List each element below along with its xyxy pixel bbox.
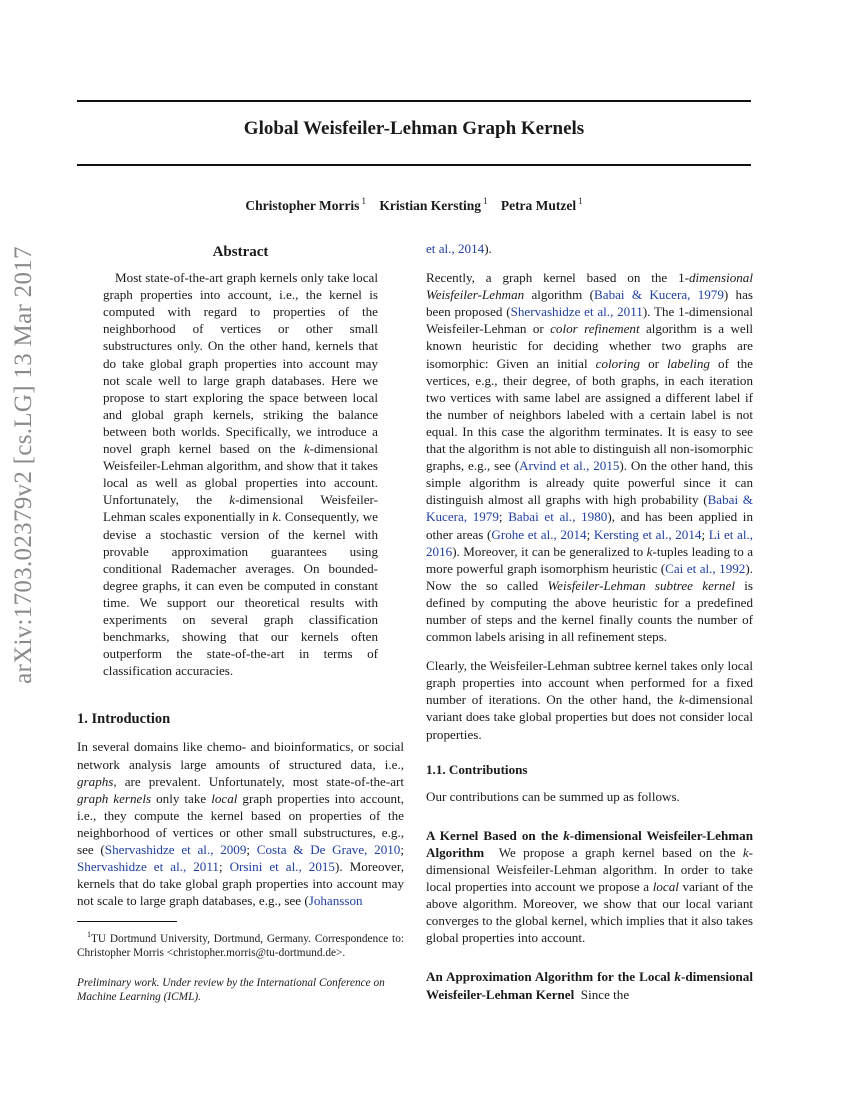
citation-link[interactable]: Costa & De Grave, 2010 (256, 842, 401, 857)
affiliation-mark: 1 (578, 196, 583, 206)
citation-link[interactable]: Babai & Kucera, 1979 (426, 492, 753, 525)
citation-link[interactable]: Shervashidze et al., 2011 (77, 859, 219, 875)
footnote-rule (77, 921, 177, 922)
contribution-kernel-paragraph: A Kernel Based on the k-dimensional Weisfeiler-Lehman Algorithm We propose a graph kernel based on the k-dimensional Weisfeiler-Lehman algorithm. In order to take local properties into account we propose a local variant of the above algorithm. Moreover, we show that our local variant converges to the global kernel, which implies that it also takes global properties into account. (426, 827, 754, 946)
section-heading-introduction: 1. Introduction (77, 711, 171, 728)
contribution-approximation-paragraph: An Approximation Algorithm for the Local k-dimensional Weisfeiler-Lehman Kernel Since the (426, 969, 753, 1002)
arxiv-id: arXiv:1703.02379v2 [cs.LG] 13 Mar 2017 (10, 246, 37, 684)
math-k: k (742, 844, 749, 860)
title-rule-top (77, 100, 751, 102)
citation-link[interactable]: Kersting et al., 2014 (593, 526, 702, 542)
citation-link[interactable]: Shervashidze et al., 2011 (510, 304, 643, 320)
footnote-mark: 1 (87, 930, 91, 940)
math-k: k (303, 441, 310, 457)
citation-link[interactable]: Johansson (308, 893, 363, 909)
citation-link[interactable]: et al., 2014 (426, 241, 485, 256)
citation-link[interactable]: Shervashidze et al., 2009 (104, 842, 247, 857)
introduction-continuation: et al., 2014). (426, 241, 492, 256)
subsection-heading-contributions: 1.1. Contributions (426, 761, 528, 777)
citation-link[interactable]: Li et al., 2016 (426, 526, 754, 559)
affiliation-footnote: $^1$TU Dortmund University, Dortmund, Germany. Correspondence to: Christopher Morris <christopher.morris@tu-dortmund.de>. (77, 930, 404, 960)
weisfeiler-lehman-paragraph: Recently, a graph kernel based on the 1-dimensional Weisfeiler-Lehman algorithm (Babai & Kucera, 1979) has been proposed (Shervashidze et al., 2011). The 1-dimensional Weisfeiler-Lehman or color refinement algorithm is a well known heuristic for deciding whether two graphs are isomorphic: Given an initial coloring or labeling of the vertices, e.g., their degree, of both graphs, in each iteration two vertices with same label are assigned a different label if the number of neighbors labeled with a certain label is not equal. In this case the algorithm terminates. It is easy to see that the algorithm is not able to distinguish all non-isomorphic graphs, e.g., see (Arvind et al., 2015). On the other hand, this simple algorithm is already quite powerful since it can distinguish almost all graphs with high probability (Babai & Kucera, 1979; Babai et al., 1980), and has been applied in other areas (Grohe et al., 2014; Kersting et al., 2014; Li et al., 2016). Moreover, it can be generalized to k-tuples leading to a more powerful graph isomorphism heuristic (Cai et al., 1992). Now the so called Weisfeiler-Lehman subtree kernel is defined by computing the above heuristic for a predefined number of steps and the kernel finally counts the number of common labels arising in all refinement steps. (426, 270, 754, 645)
citation-link[interactable]: Cai et al., 1992 (665, 560, 746, 576)
right-column (426, 240, 753, 1003)
math-k: k (678, 692, 685, 708)
author-name: Christopher Morris (245, 197, 360, 213)
local-global-paragraph: Clearly, the Weisfeiler-Lehman subtree kernel takes only local graph properties into account when performed for a fixed number of iterations. On the other hand, the k-dimensional variant does take global properties but does not consider local properties. (426, 658, 753, 742)
author-morris (245, 198, 366, 213)
citation-link[interactable]: Arvind et al., 2015 (519, 458, 620, 474)
citation-link[interactable]: Babai & Kucera, 1979 (594, 287, 724, 303)
math-k: k (646, 543, 653, 559)
paragraph-heading: A Kernel Based on the k-dimensional Weisfeiler-Lehman Algorithm (426, 827, 753, 860)
author-name: Kristian Kersting (379, 197, 481, 213)
affiliation-mark: 1 (361, 196, 366, 206)
author-list (77, 196, 751, 214)
citation-link[interactable]: Grohe et al., 2014 (491, 526, 587, 542)
introduction-paragraph: In several domains like chemo- and bioinformatics, or social network analysis large amounts of structured data, i.e., graphs, are prevalent. Unfortunately, most state-of-the-art graph kernels only take local graph properties into account, i.e., they compute the kernel based on properties of the neighborhood of vertices or other small substructures, e.g., see (Shervashidze et al., 2009; Costa & De Grave, 2010; Shervashidze et al., 2011; Orsini et al., 2015). Moreover, kernels that do take global graph properties into account may not scale to large graph databases, e.g., see (Johansson (77, 739, 404, 909)
left-column (77, 240, 404, 1004)
affiliation-mark: 1 (482, 196, 488, 206)
paragraph-heading: An Approximation Algorithm for the Local k-dimensional Weisfeiler-Lehman Kernel (426, 969, 753, 1002)
contributions-intro: Our contributions can be summed up as follows. (426, 788, 680, 804)
paper-title: Global Weisfeiler-Lehman Graph Kernels (243, 118, 585, 139)
abstract-heading: Abstract (212, 244, 269, 260)
author-mutzel (501, 198, 583, 213)
author-name: Petra Mutzel (500, 197, 577, 213)
preliminary-notice: Preliminary work. Under review by the International Conference on Machine Learning (ICML). (77, 977, 385, 1004)
math-k: k (229, 492, 236, 508)
author-kersting (379, 198, 487, 213)
citation-link[interactable]: Orsini et al., 2015 (229, 859, 335, 875)
citation-link[interactable]: Babai et al., 1980 (508, 509, 608, 525)
title-rule-bottom (77, 164, 751, 166)
abstract-body: Most state-of-the-art graph kernels only take local graph properties into account, i.e., the kernel is computed with regard to properties of the neighborhood of vertices or other small substructures only. On the other hand, kernels that do take global graph properties into account may not scale well to large graph databases. Here we propose to start exploring the space between local and global graph kernels, striking the balance between both worlds. Specifically, we introduce a novel graph kernel based on the k-dimensional Weisfeiler-Lehman algorithm, and show that it takes local as well as global properties into account. Unfortunately, the k-dimensional Weisfeiler-Lehman scales exponentially in k. Consequently, we devise a stochastic version of the kernel with provable approximation guarantees using conditional Rademacher averages. On bounded-degree graphs, it can even be computed in constant time. We support our theoretical results with experiments on several graph classification benchmarks, showing that our kernels often outperform the state-of-the-art in terms of classification accuracies. (103, 270, 378, 679)
math-k: k (272, 509, 279, 525)
